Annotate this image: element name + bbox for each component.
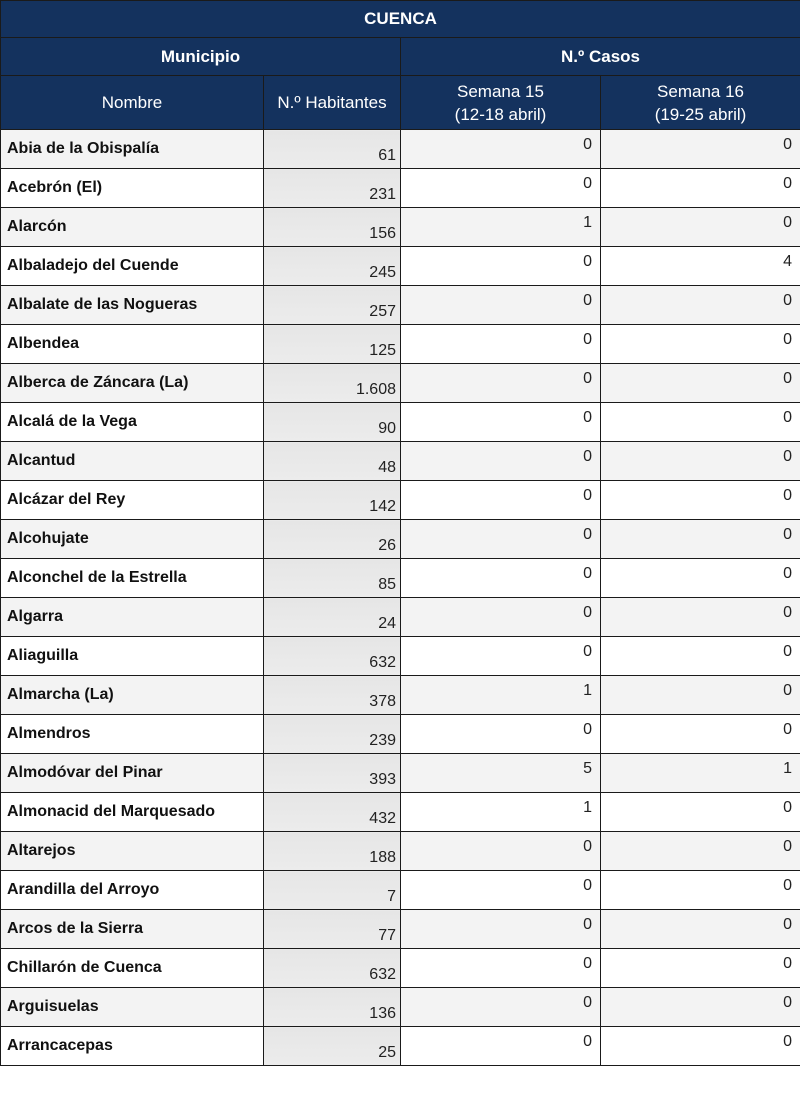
habitantes-value: 125 (264, 325, 401, 364)
semana16-cases: 0 (601, 286, 800, 325)
semana16-cases: 0 (601, 442, 800, 481)
semana15-cases: 0 (401, 442, 601, 481)
semana15-label: Semana 15 (457, 81, 544, 101)
nombre-header: Nombre (1, 76, 264, 130)
table-row (1, 481, 800, 520)
semana15-cases: 0 (401, 637, 601, 676)
table-row (1, 715, 800, 754)
casos-header: N.º Casos (401, 38, 800, 76)
table-row (1, 247, 800, 286)
habitantes-value: 26 (264, 520, 401, 559)
municipio-name: Altarejos (1, 832, 264, 871)
semana15-cases: 0 (401, 364, 601, 403)
table-row (1, 403, 800, 442)
semana16-cases: 0 (601, 325, 800, 364)
habitantes-header: N.º Habitantes (264, 76, 401, 130)
semana15-cases: 1 (401, 208, 601, 247)
table-row (1, 793, 800, 832)
table-row (1, 520, 800, 559)
semana15-cases: 0 (401, 1027, 601, 1066)
municipio-name: Arcos de la Sierra (1, 910, 264, 949)
semana16-cases: 0 (601, 949, 800, 988)
semana15-cases: 0 (401, 325, 601, 364)
municipio-name: Almodóvar del Pinar (1, 754, 264, 793)
habitantes-value: 77 (264, 910, 401, 949)
table-row (1, 364, 800, 403)
municipio-name: Alcohujate (1, 520, 264, 559)
habitantes-value: 632 (264, 637, 401, 676)
municipio-name: Algarra (1, 598, 264, 637)
semana16-cases: 4 (601, 247, 800, 286)
habitantes-value: 24 (264, 598, 401, 637)
municipio-name: Alconchel de la Estrella (1, 559, 264, 598)
habitantes-value: 142 (264, 481, 401, 520)
semana16-cases: 0 (601, 598, 800, 637)
habitantes-value: 1.608 (264, 364, 401, 403)
habitantes-value: 432 (264, 793, 401, 832)
semana15-cases: 0 (401, 403, 601, 442)
table-row (1, 559, 800, 598)
semana16-cases: 0 (601, 988, 800, 1027)
semana16-dates: (19-25 abril) (654, 104, 747, 124)
habitantes-value: 231 (264, 169, 401, 208)
semana15-cases: 0 (401, 481, 601, 520)
habitantes-value: 90 (264, 403, 401, 442)
semana15-cases: 0 (401, 169, 601, 208)
semana15-cases: 0 (401, 988, 601, 1027)
semana15-cases: 1 (401, 793, 601, 832)
semana16-label: Semana 16 (657, 81, 744, 101)
semana15-cases: 0 (401, 871, 601, 910)
table-row (1, 910, 800, 949)
habitantes-value: 257 (264, 286, 401, 325)
semana15-cases: 0 (401, 832, 601, 871)
semana15-cases: 0 (401, 286, 601, 325)
semana16-cases: 0 (601, 715, 800, 754)
semana15-cases: 0 (401, 520, 601, 559)
municipio-name: Almarcha (La) (1, 676, 264, 715)
table-row (1, 1027, 800, 1066)
semana16-cases: 0 (601, 130, 800, 169)
municipio-header: Municipio (1, 38, 401, 76)
semana16-cases: 0 (601, 1027, 800, 1066)
habitantes-value: 7 (264, 871, 401, 910)
habitantes-value: 85 (264, 559, 401, 598)
table-row (1, 637, 800, 676)
table-row (1, 676, 800, 715)
semana15-cases: 5 (401, 754, 601, 793)
semana15-dates: (12-18 abril) (454, 104, 547, 124)
habitantes-value: 136 (264, 988, 401, 1027)
semana15-cases: 0 (401, 910, 601, 949)
table-row (1, 208, 800, 247)
municipio-name: Acebrón (El) (1, 169, 264, 208)
habitantes-value: 188 (264, 832, 401, 871)
semana15-cases: 0 (401, 715, 601, 754)
semana16-cases: 0 (601, 793, 800, 832)
municipio-name: Chillarón de Cuenca (1, 949, 264, 988)
table-title: CUENCA (1, 1, 800, 38)
municipio-name: Alcantud (1, 442, 264, 481)
semana15-cases: 0 (401, 247, 601, 286)
municipio-name: Albalate de las Nogueras (1, 286, 264, 325)
habitantes-value: 156 (264, 208, 401, 247)
habitantes-value: 48 (264, 442, 401, 481)
semana16-cases: 1 (601, 754, 800, 793)
semana16-cases: 0 (601, 637, 800, 676)
habitantes-value: 25 (264, 1027, 401, 1066)
municipio-name: Alarcón (1, 208, 264, 247)
semana16-header (601, 76, 800, 130)
municipio-name: Alberca de Záncara (La) (1, 364, 264, 403)
semana16-cases: 0 (601, 676, 800, 715)
semana15-cases: 0 (401, 949, 601, 988)
table-row (1, 949, 800, 988)
municipio-name: Arguisuelas (1, 988, 264, 1027)
habitantes-value: 378 (264, 676, 401, 715)
semana15-cases: 0 (401, 559, 601, 598)
municipio-name: Aliaguilla (1, 637, 264, 676)
municipio-name: Arrancacepas (1, 1027, 264, 1066)
municipio-name: Almonacid del Marquesado (1, 793, 264, 832)
municipio-name: Almendros (1, 715, 264, 754)
table-row (1, 832, 800, 871)
semana15-header (401, 76, 601, 130)
semana16-cases: 0 (601, 832, 800, 871)
habitantes-value: 632 (264, 949, 401, 988)
habitantes-value: 245 (264, 247, 401, 286)
table-row (1, 598, 800, 637)
table-row (1, 325, 800, 364)
municipio-name: Albendea (1, 325, 264, 364)
semana16-cases: 0 (601, 559, 800, 598)
table-row (1, 754, 800, 793)
table-row (1, 442, 800, 481)
municipio-name: Alcázar del Rey (1, 481, 264, 520)
semana16-cases: 0 (601, 910, 800, 949)
municipio-name: Arandilla del Arroyo (1, 871, 264, 910)
municipio-name: Alcalá de la Vega (1, 403, 264, 442)
table-row (1, 988, 800, 1027)
semana16-cases: 0 (601, 871, 800, 910)
habitantes-value: 393 (264, 754, 401, 793)
municipio-name: Abia de la Obispalía (1, 130, 264, 169)
semana15-cases: 1 (401, 676, 601, 715)
semana16-cases: 0 (601, 208, 800, 247)
semana16-cases: 0 (601, 520, 800, 559)
semana16-cases: 0 (601, 169, 800, 208)
habitantes-value: 61 (264, 130, 401, 169)
semana15-cases: 0 (401, 598, 601, 637)
semana16-cases: 0 (601, 481, 800, 520)
table-row (1, 286, 800, 325)
habitantes-value: 239 (264, 715, 401, 754)
semana16-cases: 0 (601, 403, 800, 442)
semana16-cases: 0 (601, 364, 800, 403)
municipio-name: Albaladejo del Cuende (1, 247, 264, 286)
table-row (1, 871, 800, 910)
table-row (1, 169, 800, 208)
semana15-cases: 0 (401, 130, 601, 169)
table-row (1, 130, 800, 169)
